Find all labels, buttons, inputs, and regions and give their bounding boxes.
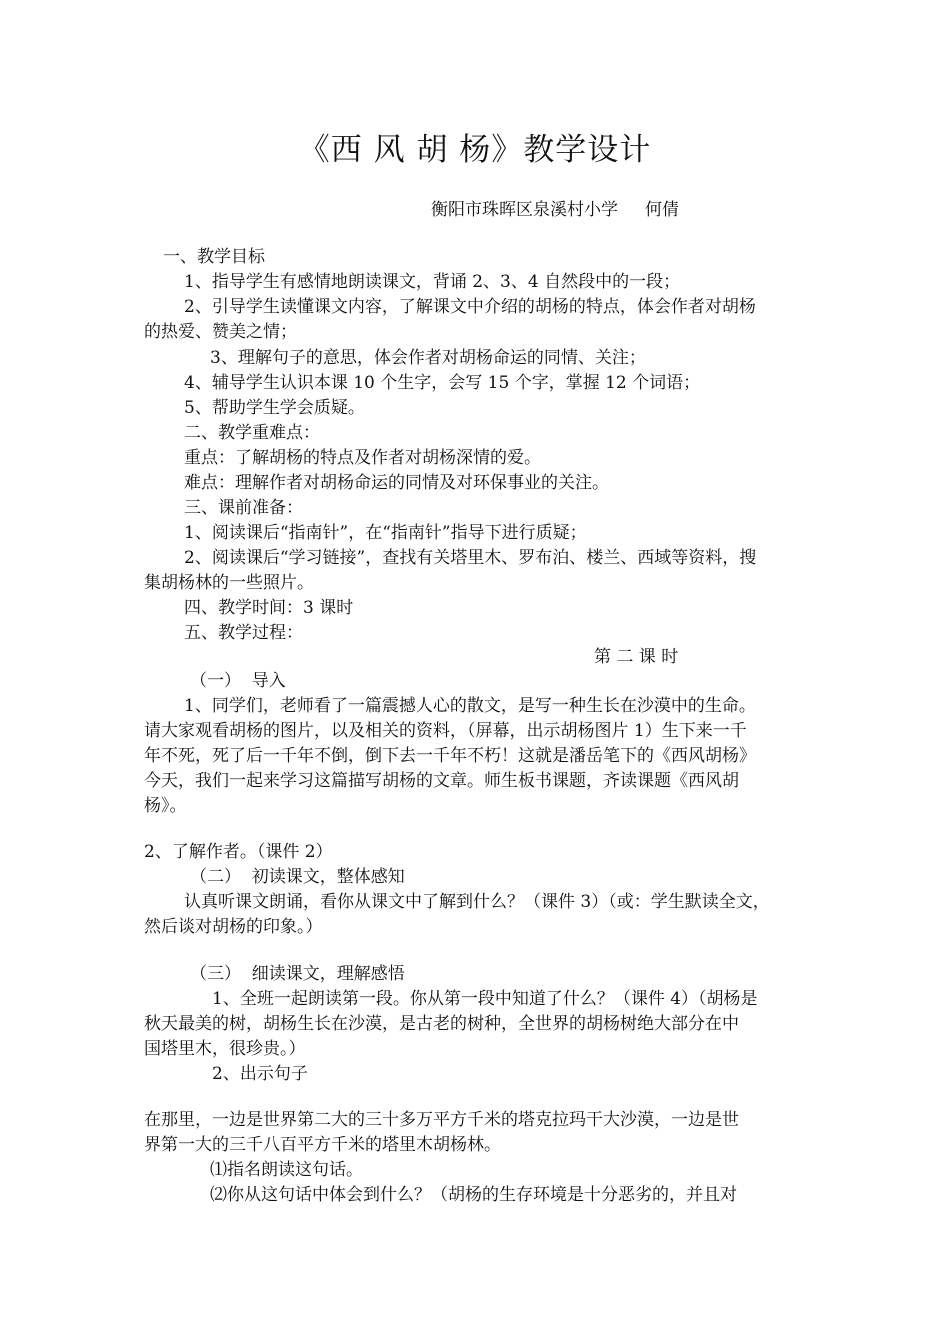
paragraph-line: 3、理解句子的意思，体会作者对胡杨命运的同情、关注；	[210, 348, 646, 368]
paragraph-line: 年不死，死了后一千年不倒，倒下去一千年不朽！这就是潘岳笔下的《西风胡杨》	[144, 746, 756, 766]
section-heading: 四、教学时间：3 课时	[184, 598, 354, 618]
paragraph-line: 1、阅读课后“指南针”，在“指南针”指导下进行质疑；	[184, 523, 587, 543]
paragraph-line: 认真听课文朗诵，看你从课文中了解到什么？（课件 3）（或：学生默读全文，	[184, 892, 770, 912]
paragraph-line: 2、阅读课后“学习链接”，查找有关塔里木、罗布泊、楼兰、西域等资料，搜	[184, 548, 757, 568]
section-heading: 二、教学重难点：	[184, 423, 320, 443]
paragraph-line: 1、同学们，老师看了一篇震撼人心的散文，是写一种生长在沙漠中的生命。	[184, 696, 756, 716]
paragraph-line: 2、出示句子	[212, 1064, 308, 1084]
paragraph-line: 1、全班一起朗读第一段。你从第一段中知道了什么？（课件 4）（胡杨是	[212, 989, 758, 1009]
section-heading: 一、教学目标	[163, 247, 265, 267]
paragraph-line: 2、了解作者。（课件 2）	[144, 842, 333, 862]
paragraph-line: 的热爱、赞美之情；	[144, 322, 297, 342]
author-line: 衡阳市珠晖区泉溪村小学 何倩	[431, 200, 680, 220]
paragraph-line: 界第一大的三千八百平方千米的塔里木胡杨林。	[144, 1135, 501, 1155]
paragraph-line: 1、指导学生有感情地朗读课文，背诵 2、3、4 自然段中的一段；	[184, 272, 681, 292]
lesson-period: 第 二 课 时	[594, 647, 679, 667]
paragraph-line: 集胡杨林的一些照片。	[144, 573, 314, 593]
paragraph-line: 今天，我们一起来学习这篇描写胡杨的文章。师生板书课题，齐读课题《西风胡	[144, 771, 739, 791]
paragraph-line: 重点：了解胡杨的特点及作者对胡杨深情的爱。	[184, 448, 541, 468]
paragraph-line: 4、辅导学生认识本课 10 个生字，会写 15 个字，掌握 12 个词语；	[184, 373, 701, 393]
subsection-heading: （一） 导入	[190, 671, 286, 691]
subsection-heading: （二） 初读课文，整体感知	[190, 867, 405, 887]
paragraph-line: 在那里，一边是世界第二大的三十多万平方千米的塔克拉玛干大沙漠，一边是世	[144, 1110, 739, 1130]
section-heading: 五、教学过程：	[184, 623, 303, 643]
section-heading: 三、课前准备：	[184, 498, 303, 518]
paragraph-line: ⑴指名朗读这句话。	[210, 1160, 363, 1180]
paragraph-line: 难点：理解作者对胡杨命运的同情及对环保事业的关注。	[184, 473, 609, 493]
subsection-heading: （三） 细读课文，理解感悟	[190, 964, 405, 984]
paragraph-line: 2、引导学生读懂课文内容，了解课文中介绍的胡杨的特点，体会作者对胡杨	[184, 297, 756, 317]
paragraph-line: 秋天最美的树，胡杨生长在沙漠，是古老的树种，全世界的胡杨树绝大部分在中	[144, 1014, 739, 1034]
paragraph-line: 杨》。	[144, 796, 187, 816]
paragraph-line: 5、帮助学生学会质疑。	[184, 398, 365, 418]
paragraph-line: ⑵你从这句话中体会到什么？（胡杨的生存环境是十分恶劣的，并且对	[210, 1185, 737, 1205]
document-title: 《西 风 胡 杨》教学设计	[298, 132, 652, 168]
paragraph-line: 然后谈对胡杨的印象。）	[144, 917, 323, 937]
paragraph-line: 请大家观看胡杨的图片，以及相关的资料，（屏幕，出示胡杨图片 1）生下来一千	[144, 721, 747, 741]
paragraph-line: 国塔里木，很珍贵。）	[144, 1039, 306, 1059]
